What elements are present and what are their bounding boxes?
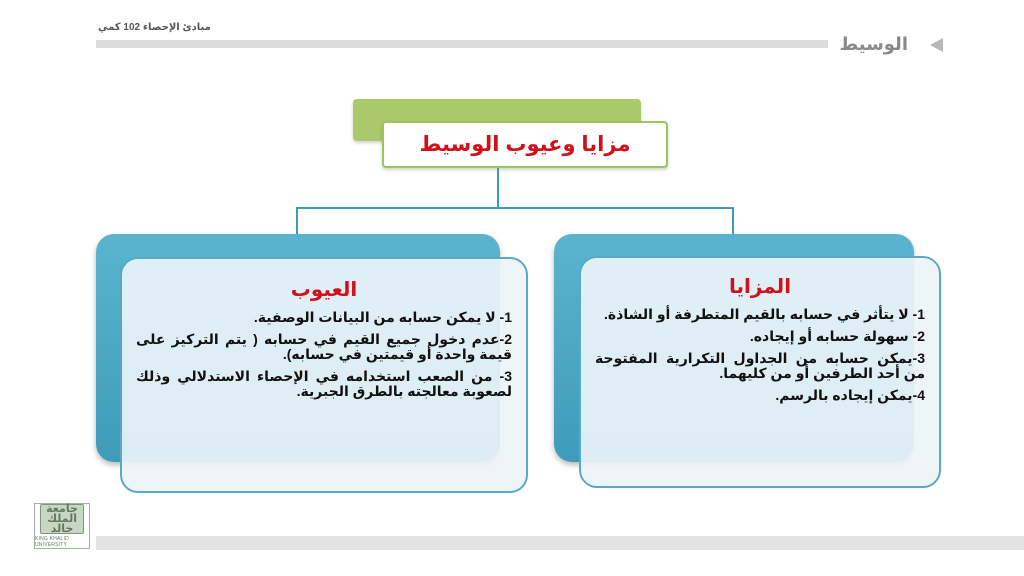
advantage-item-3: 3-يمكن حسابه من الجداول التكرارية المفتوحة من أحد الطرفين أو من كليهما.: [595, 350, 925, 381]
connector-drop-left: [296, 207, 298, 235]
advantage-item-2: 2- سهولة حسابه أو إيجاده.: [749, 328, 925, 344]
advantages-heading: المزايا: [728, 276, 792, 298]
university-logo: [34, 503, 90, 549]
diagram-title-box: [382, 121, 668, 168]
disadvantages-heading: العيوب: [290, 279, 358, 301]
advantage-item-1: 1- لا يتأثر في حسابه بالقيم المتطرفة أو الشاذة.: [604, 306, 925, 322]
university-logo-mark: جامعة الملك خالد: [40, 504, 84, 534]
advantage-item-4: 4-يمكن إيجاده بالرسم.: [775, 387, 925, 403]
diagram-title: مزايا وعيوب الوسيط: [419, 133, 631, 156]
advantages-card: [579, 256, 941, 488]
disadvantage-item-2: 2-عدم دخول جميع القيم في حسابه ( يتم التركيز على قيمة واحدة أو قيمتين في حسابه).: [136, 331, 512, 362]
connector-drop-right: [732, 207, 734, 235]
top-divider-bar: [96, 40, 828, 48]
previous-arrow-icon[interactable]: [930, 38, 943, 52]
bottom-divider-bar: [96, 536, 1024, 550]
disadvantage-item-3: 3- من الصعب استخدامه في الإحصاء الاستدلالي وذلك لصعوبة معالجته بالطرق الجبرية.: [136, 368, 512, 399]
section-title: الوسيط: [839, 34, 908, 54]
disadvantage-item-1: 1- لا يمكن حسابه من البيانات الوصفية.: [253, 309, 512, 325]
connector-horizontal: [296, 207, 734, 209]
university-logo-caption: KING KHALID UNIVERSITY: [35, 536, 69, 548]
course-label: مبادئ الإحصاء 102 كمي: [98, 22, 211, 33]
connector-vertical-main: [497, 168, 499, 208]
disadvantages-card: [120, 257, 528, 493]
